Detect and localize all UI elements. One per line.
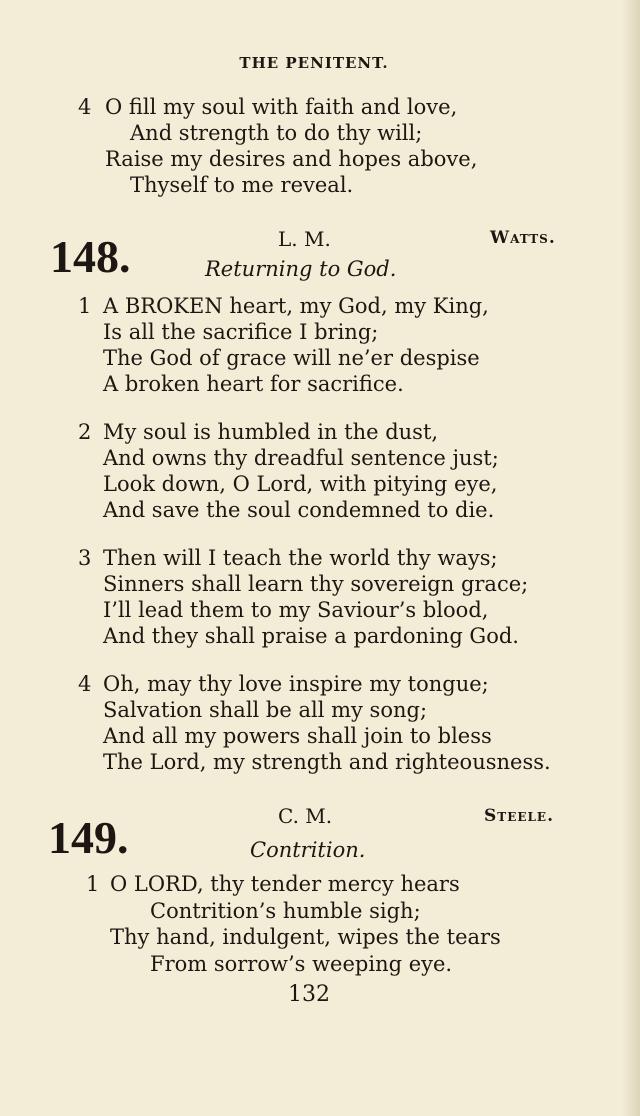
verse-line: Contrition’s humble sigh; bbox=[150, 899, 421, 923]
verse-line: O fill my soul with faith and love, bbox=[105, 95, 458, 119]
verse-line: And save the soul condemned to die. bbox=[103, 498, 495, 522]
hymn-author: Steele. bbox=[484, 806, 555, 826]
verse-line: Thy hand, indulgent, wipes the tears bbox=[110, 925, 501, 949]
verse-line: And strength to do thy will; bbox=[130, 121, 423, 145]
verse-line: And they shall praise a pardoning God. bbox=[103, 624, 519, 648]
hymn-number: 149. bbox=[48, 812, 129, 863]
hymn-title: Contrition. bbox=[250, 838, 366, 862]
verse-line: Oh, may thy love inspire my tongue; bbox=[103, 672, 489, 696]
verse-line: Sinners shall learn thy sovereign grace; bbox=[103, 572, 529, 596]
verse-line: And owns thy dreadful sentence just; bbox=[103, 446, 499, 470]
verse-line: Salvation shall be all my song; bbox=[103, 698, 428, 722]
verse-line: A broken heart for sacrifice. bbox=[103, 372, 404, 396]
verse-line: O LORD, thy tender mercy hears bbox=[110, 872, 460, 896]
running-head: THE PENITENT. bbox=[239, 54, 389, 72]
verse-line: A BROKEN heart, my God, my King, bbox=[103, 294, 489, 318]
verse-number: 4 bbox=[78, 95, 92, 119]
verse-number: 2 bbox=[78, 420, 92, 444]
verse-line: Then will I teach the world thy ways; bbox=[103, 546, 498, 570]
verse-line: Thyself to me reveal. bbox=[130, 173, 354, 197]
hymn-meter: L. M. bbox=[278, 227, 331, 251]
verse-line: And all my powers shall join to bless bbox=[103, 724, 492, 748]
verse-line: I’ll lead them to my Saviour’s blood, bbox=[103, 598, 489, 622]
verse-line: Is all the sacrifice I bring; bbox=[103, 320, 379, 344]
hymn-author: Watts. bbox=[490, 228, 556, 248]
verse-line: My soul is humbled in the dust, bbox=[103, 420, 439, 444]
verse-line: The Lord, my strength and righteousness. bbox=[103, 750, 551, 774]
verse-line: From sorrow’s weeping eye. bbox=[150, 952, 453, 976]
verse-number: 3 bbox=[78, 546, 92, 570]
hymn-number: 148. bbox=[50, 231, 131, 282]
hymn-meter: C. M. bbox=[278, 804, 333, 828]
verse-number: 1 bbox=[86, 872, 100, 896]
verse-line: Look down, O Lord, with pitying eye, bbox=[103, 472, 498, 496]
page-number: 132 bbox=[288, 982, 330, 1007]
page-edge-shadow bbox=[622, 0, 640, 1116]
verse-number: 1 bbox=[78, 294, 92, 318]
verse-number: 4 bbox=[78, 672, 92, 696]
verse-line: Raise my desires and hopes above, bbox=[105, 147, 478, 171]
verse-line: The God of grace will ne’er despise bbox=[103, 346, 480, 370]
hymn-title: Returning to God. bbox=[205, 257, 397, 281]
